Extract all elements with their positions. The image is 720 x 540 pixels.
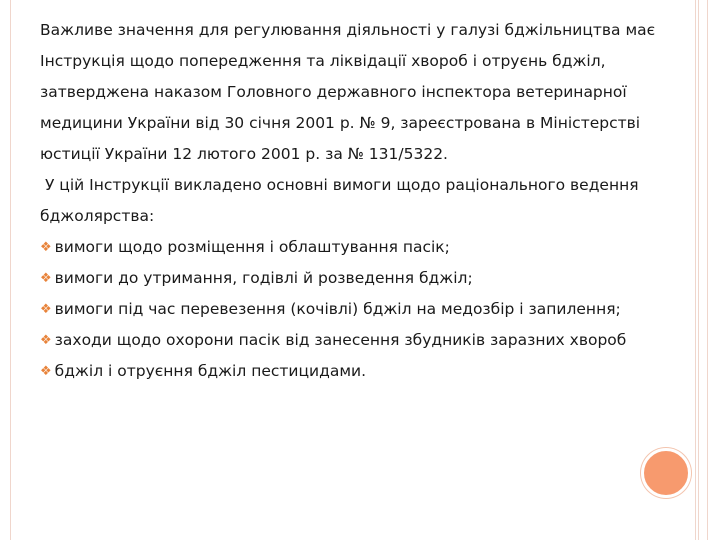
list-item [40, 263, 670, 294]
diamond-bullet-icon: ❖ [40, 364, 52, 379]
slide-content [40, 15, 670, 387]
requirements-list [40, 232, 670, 387]
list-item-text: вимоги щодо розміщення і облаштування пасік; [54, 238, 450, 256]
diamond-bullet-icon: ❖ [40, 333, 52, 348]
diamond-bullet-icon: ❖ [40, 271, 52, 286]
list-item-text: вимоги до утримання, годівлі й розведення бджіл; [54, 269, 473, 287]
decorative-circle [641, 448, 691, 498]
list-item [40, 232, 670, 263]
list-item [40, 356, 670, 387]
instruction-paragraph-text: У цій Інструкції викладено основні вимоги щодо раціонального ведення бджолярства: [40, 176, 639, 225]
list-item-text: заходи щодо охорони пасік від занесення збудників заразних хвороб [54, 331, 627, 349]
diamond-bullet-icon: ❖ [40, 240, 52, 255]
list-item-text: вимоги під час перевезення (кочівлі) бджіл на медозбір і запилення; [54, 300, 621, 318]
diamond-bullet-icon: ❖ [40, 302, 52, 317]
instruction-paragraph [40, 170, 670, 232]
right-decorative-stripes [698, 0, 708, 540]
list-item-text: бджіл і отруєння бджіл пестицидами. [54, 362, 367, 380]
intro-paragraph: Важливе значення для регулювання діяльності у галузі бджільництва має Інструкція щодо попередження та ліквідації хвороб і отруєнь бджіл, затверджена наказом Головного державного інспектора ветеринарної медицини України від 30 січня 2001 р. № 9, зареєстрована в Міністерстві юстиції України 12 лютого 2001 р. за № 131/5322. [40, 21, 656, 163]
list-item [40, 325, 670, 356]
list-item [40, 294, 670, 325]
